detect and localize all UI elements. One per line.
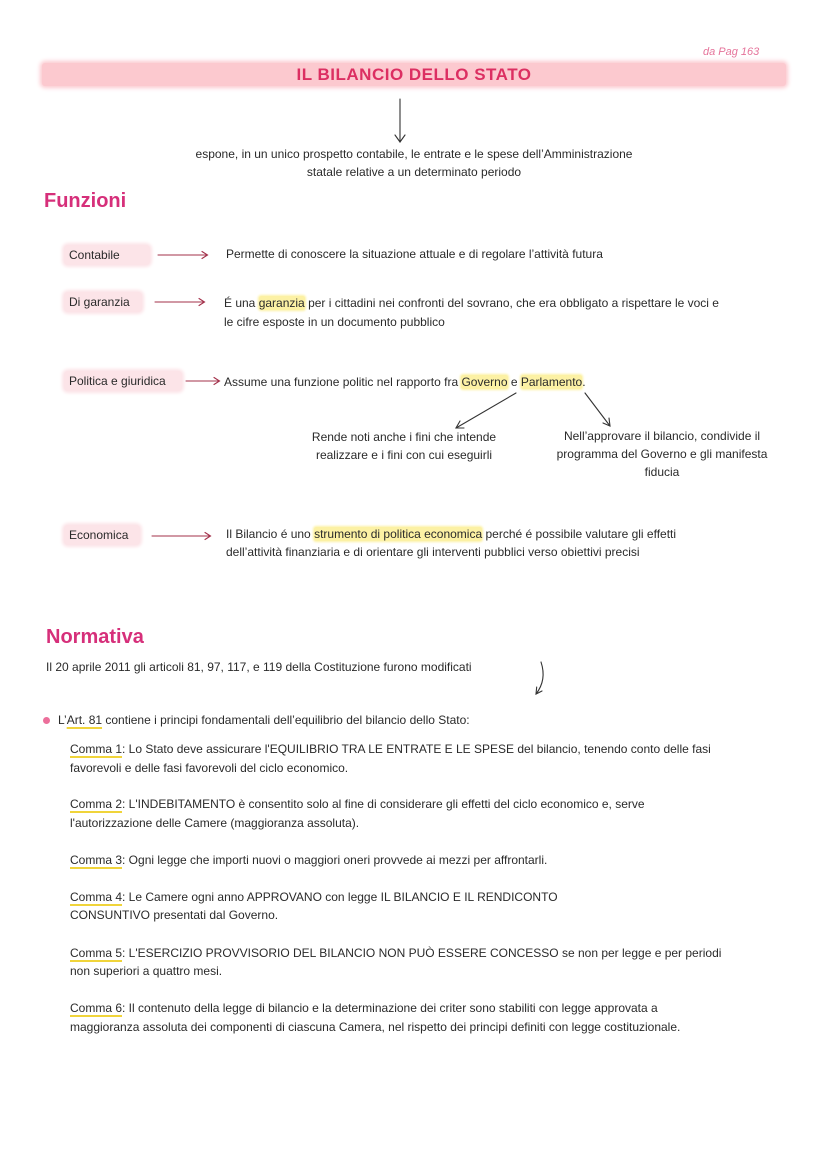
text-segment: Assume una funzione politic nel rapporto fra bbox=[224, 375, 462, 389]
arrow-right-contabile-icon bbox=[158, 252, 208, 259]
section-heading-normativa: Normativa bbox=[46, 626, 144, 648]
comma-5-label: Comma 5 bbox=[70, 946, 123, 960]
comma-4-line-1 bbox=[70, 888, 558, 906]
title-banner bbox=[42, 63, 786, 86]
comma-3-label: Comma 3 bbox=[70, 853, 123, 867]
garanzia-description-line-2: le cifre esposte in un documento pubblico bbox=[224, 315, 445, 329]
politica-description bbox=[224, 373, 586, 391]
left-branch-line-2: realizzare e i fini con cui eseguirli bbox=[315, 448, 493, 462]
right-branch-line-2: programma del Governo e gli manifesta bbox=[556, 447, 768, 461]
label-di-garanzia: Di garanzia bbox=[64, 292, 142, 312]
garanzia-description-line-1 bbox=[224, 294, 719, 312]
arrow-branch-left-icon bbox=[456, 393, 516, 428]
politica-right-branch bbox=[532, 427, 792, 481]
highlight-governo: Governo bbox=[461, 375, 508, 389]
text-segment: Il Bilancio é uno bbox=[226, 527, 315, 541]
comma-2-label: Comma 2 bbox=[70, 797, 123, 811]
right-branch-line-1: Nell’approvare il bilancio, condivide il bbox=[563, 429, 761, 443]
highlight-parlamento: Parlamento bbox=[520, 375, 583, 389]
comma-1-line-1 bbox=[70, 740, 711, 758]
comma-3-line-1 bbox=[70, 851, 547, 869]
page-title: IL BILANCIO DELLO STATO bbox=[296, 65, 532, 84]
comma-4-label: Comma 4 bbox=[70, 890, 123, 904]
definition-line-2: statale relative a un determinato periodo bbox=[306, 165, 522, 179]
comma-4-line-2: CONSUNTIVO presentati dal Governo. bbox=[70, 908, 279, 922]
text-segment: per i cittadini nei confronti del sovrano, che era obbligato a rispettare le voci e bbox=[304, 296, 719, 310]
arrow-right-garanzia-icon bbox=[155, 299, 205, 306]
label-politica-e-giuridica: Politica e giuridica bbox=[64, 371, 182, 391]
right-branch-line-3: fiducia bbox=[644, 465, 680, 479]
text-segment: contiene i principi fondamentali dell’equilibrio del bilancio dello Stato: bbox=[102, 713, 470, 727]
comma-1-line-2: favorevoli e delle fasi favorevoli del ciclo economico. bbox=[70, 761, 349, 775]
economica-description-line-2: dell’attività finanziaria e di orientare gli interventi pubblici verso obiettivi precisi bbox=[226, 545, 640, 559]
underline-art81: Art. 81 bbox=[66, 713, 103, 727]
comma-6-label: Comma 6 bbox=[70, 1001, 123, 1015]
label-contabile: Contabile bbox=[64, 245, 150, 265]
comma-1-label: Comma 1 bbox=[70, 742, 123, 756]
text-segment: perché é possibile valutare gli effetti bbox=[482, 527, 677, 541]
text-segment: L’ bbox=[58, 713, 67, 727]
economica-description-line-1 bbox=[226, 525, 676, 543]
bullet-dot-icon bbox=[43, 717, 50, 724]
highlight-garanzia: garanzia bbox=[258, 296, 305, 310]
normativa-intro: Il 20 aprile 2011 gli articoli 81, 97, 117, e 119 della Costituzione furono modificati bbox=[46, 660, 472, 674]
text-segment: : L'ESERCIZIO PROVVISORIO DEL BILANCIO NON PUÒ ESSERE CONCESSO se non per legge e per periodi bbox=[122, 946, 722, 960]
text-segment: : Lo Stato deve assicurare l'EQUILIBRIO TRA LE ENTRATE E LE SPESE del bilancio, tenendo conto delle fasi bbox=[122, 742, 711, 756]
politica-left-branch bbox=[284, 428, 524, 464]
arrow-right-politica-icon bbox=[186, 378, 220, 385]
left-branch-line-1: Rende noti anche i fini che intende bbox=[311, 430, 497, 444]
comma-2-line-1 bbox=[70, 795, 645, 813]
highlight-strumento-politica-economica: strumento di politica economica bbox=[314, 527, 483, 541]
text-segment: . bbox=[582, 375, 586, 389]
contabile-description: Permette di conoscere la situazione attuale e di regolare l’attività futura bbox=[226, 247, 603, 261]
text-segment: : Ogni legge che importi nuovi o maggiori oneri provvede ai mezzi per affrontarli. bbox=[122, 853, 548, 867]
art81-statement bbox=[58, 711, 470, 729]
section-heading-funzioni: Funzioni bbox=[44, 190, 127, 212]
page-reference: da Pag 163 bbox=[703, 46, 760, 58]
comma-5-line-2: non superiori a quattro mesi. bbox=[70, 964, 223, 978]
text-segment: : L'INDEBITAMENTO è consentito solo al fine di considerare gli effetti del ciclo economico e, serve bbox=[122, 797, 645, 811]
label-economica: Economica bbox=[64, 525, 140, 545]
text-segment: e bbox=[507, 375, 521, 389]
arrow-curved-down-icon bbox=[536, 662, 543, 694]
comma-5-line-1 bbox=[70, 944, 721, 962]
arrow-down-icon bbox=[395, 99, 405, 142]
comma-6-line-1 bbox=[70, 999, 658, 1017]
text-segment: É una bbox=[224, 296, 259, 310]
definition-line-1: espone, in un unico prospetto contabile, le entrate e le spese dell’Amministrazione bbox=[195, 147, 633, 161]
text-segment: : Il contenuto della legge di bilancio e la determinazione dei criter sono stabiliti con legge approvata a bbox=[122, 1001, 658, 1015]
comma-6-line-2: maggioranza assoluta dei componenti di ciascuna Camera, nel rispetto dei principi definiti con legge costituzionale. bbox=[70, 1020, 681, 1034]
arrow-right-economica-icon bbox=[152, 533, 211, 540]
comma-2-line-2: l'autorizzazione delle Camere (maggioranza assoluta). bbox=[70, 816, 360, 830]
text-segment: : Le Camere ogni anno APPROVANO con legge IL BILANCIO E IL RENDICONTO bbox=[122, 890, 558, 904]
arrow-branch-right-icon bbox=[585, 393, 610, 426]
